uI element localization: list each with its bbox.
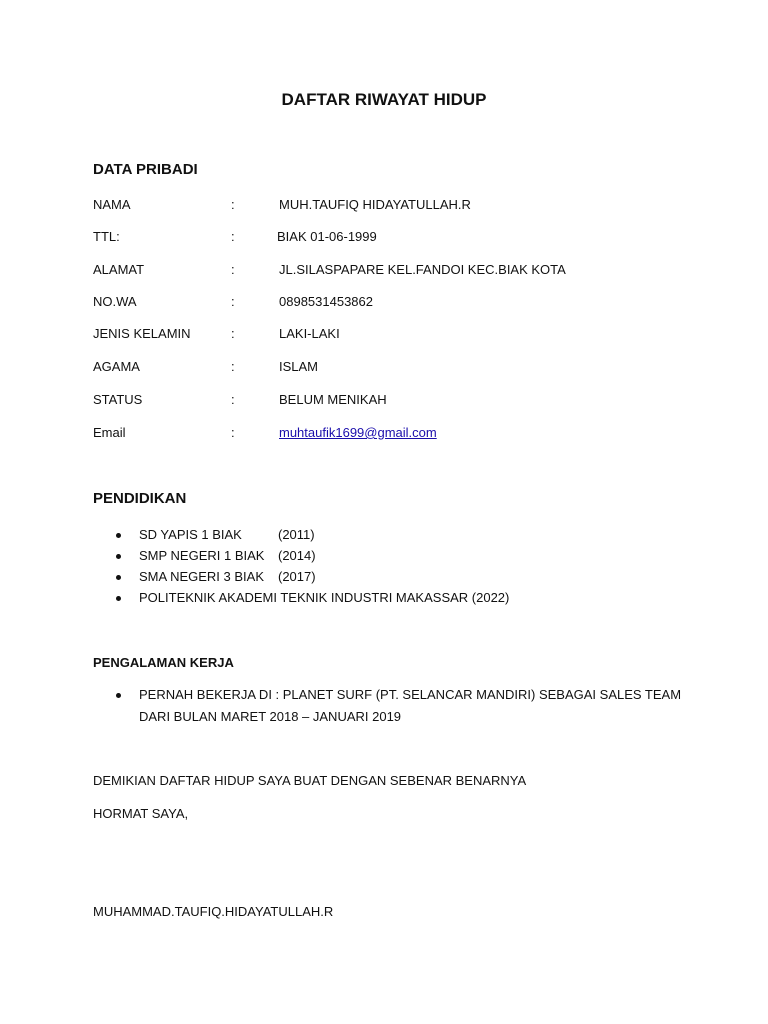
row-value: MUH.TAUFIQ HIDAYATULLAH.R <box>279 197 471 212</box>
document-title: DAFTAR RIWAYAT HIDUP <box>281 90 487 109</box>
bullet-icon <box>116 554 121 559</box>
row-colon: : <box>231 359 235 374</box>
row-colon: : <box>231 392 235 407</box>
experience-line-1: PERNAH BEKERJA DI : PLANET SURF (PT. SELANCAR MANDIRI) SEBAGAI SALES TEAM <box>139 687 682 702</box>
row-label: Email <box>93 425 126 440</box>
row-label: NAMA <box>93 197 131 212</box>
bullet-icon <box>116 693 121 698</box>
row-value: BIAK 01-06-1999 <box>277 229 377 244</box>
row-colon: : <box>231 294 235 309</box>
row-value: ISLAM <box>279 359 319 374</box>
education-year: (2017) <box>278 569 316 584</box>
email-link[interactable]: muhtaufik1699@gmail.com <box>279 425 437 440</box>
bullet-icon <box>116 596 121 601</box>
section-heading-pengalaman-kerja: PENGALAMAN KERJA <box>93 655 234 670</box>
section-heading-data-pribadi: DATA PRIBADI <box>93 161 198 178</box>
row-colon: : <box>231 326 235 341</box>
row-label: NO.WA <box>93 294 137 309</box>
bullet-icon <box>116 533 121 538</box>
row-colon: : <box>231 262 235 277</box>
signature-name: MUHAMMAD.TAUFIQ.HIDAYATULLAH.R <box>93 904 334 919</box>
closing-statement: DEMIKIAN DAFTAR HIDUP SAYA BUAT DENGAN SEBENAR BENARNYA <box>93 773 527 788</box>
closing-salutation: HORMAT SAYA, <box>93 806 189 821</box>
education-entry: POLITEKNIK AKADEMI TEKNIK INDUSTRI MAKASSAR (2022) <box>139 590 510 605</box>
row-value: LAKI-LAKI <box>279 326 340 341</box>
row-colon: : <box>231 229 235 244</box>
row-label: AGAMA <box>93 359 140 374</box>
row-label: TTL: <box>93 229 120 244</box>
education-year: (2011) <box>278 527 315 542</box>
education-school: SMA NEGERI 3 BIAK <box>139 569 264 584</box>
row-colon: : <box>231 425 235 440</box>
experience-line-2: DARI BULAN MARET 2018 – JANUARI 2019 <box>139 709 402 724</box>
bullet-icon <box>116 575 121 580</box>
row-colon: : <box>231 197 235 212</box>
row-label: STATUS <box>93 392 143 407</box>
row-label: ALAMAT <box>93 262 145 277</box>
education-year: (2014) <box>278 548 316 563</box>
education-school: SMP NEGERI 1 BIAK <box>139 548 265 563</box>
row-value: BELUM MENIKAH <box>279 392 387 407</box>
education-school: SD YAPIS 1 BIAK <box>139 527 242 542</box>
row-label: JENIS KELAMIN <box>93 326 191 341</box>
row-value: JL.SILASPAPARE KEL.FANDOI KEC.BIAK KOTA <box>279 262 566 277</box>
row-value: 0898531453862 <box>279 294 373 309</box>
section-heading-pendidikan: PENDIDIKAN <box>93 490 187 507</box>
